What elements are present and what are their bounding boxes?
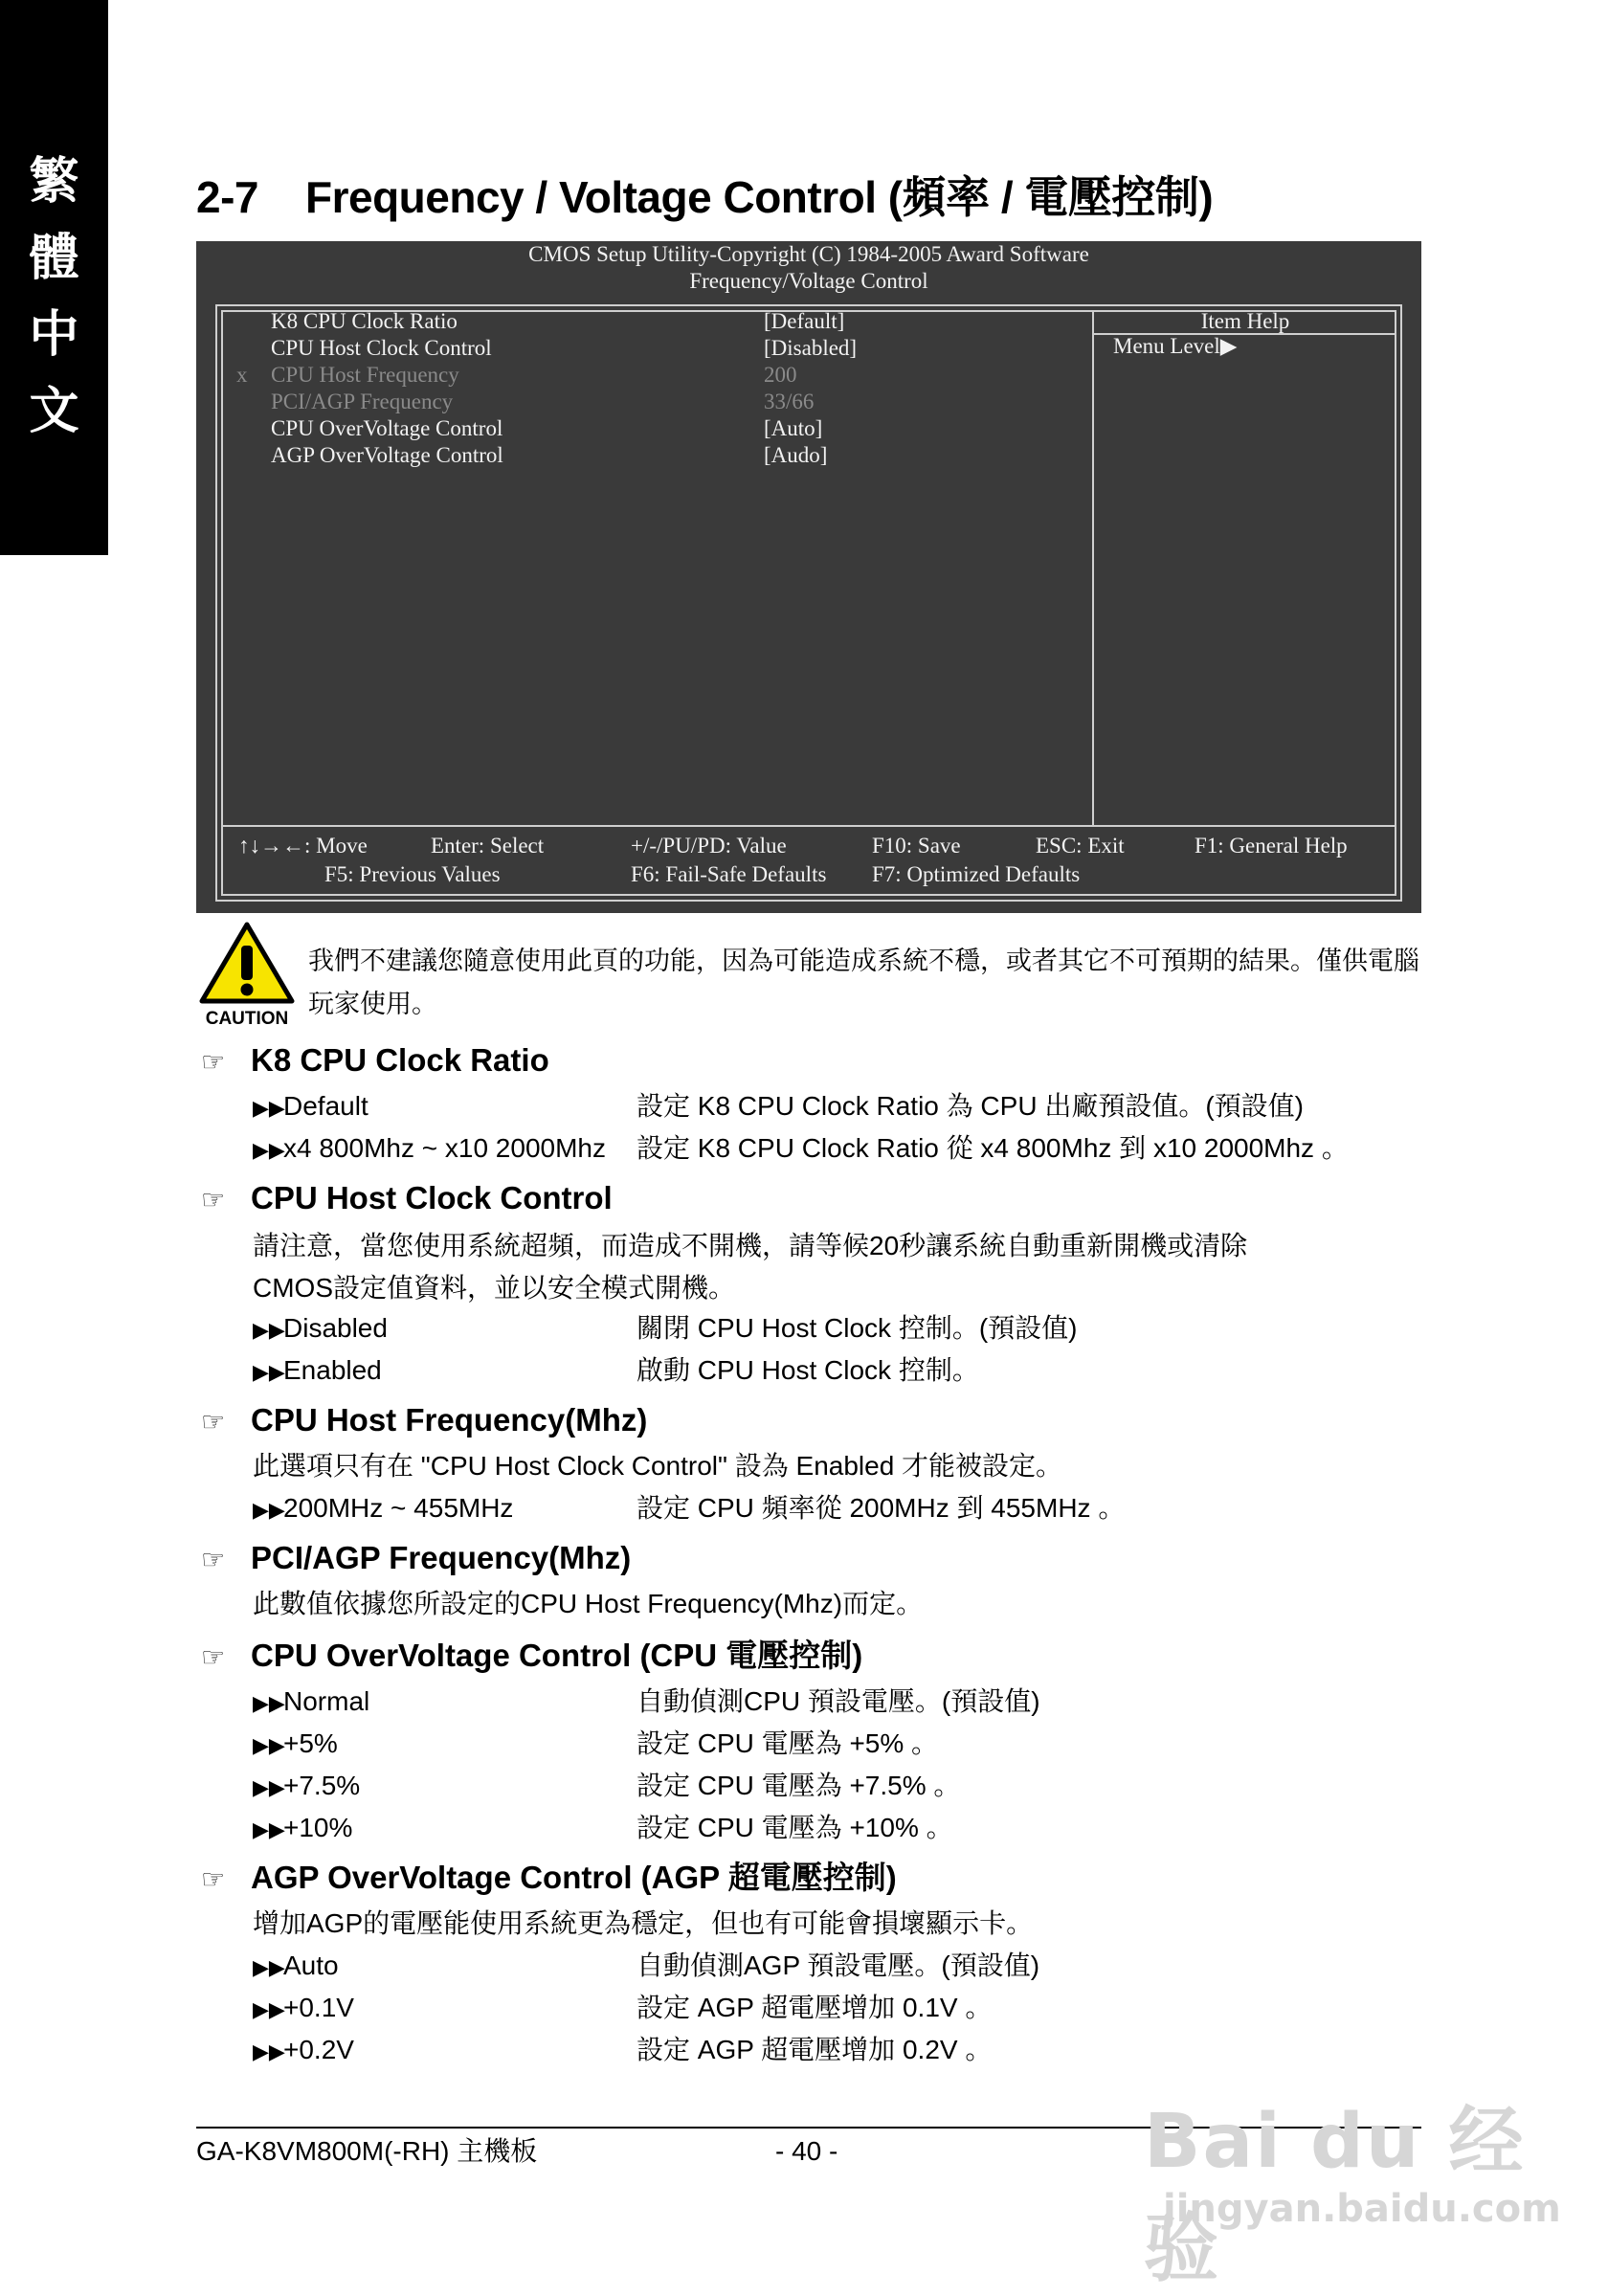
side-tab-char: 體 xyxy=(29,229,79,287)
bios-header-line2: Frequency/Voltage Control xyxy=(689,269,928,293)
bios-key-failsafe: F6: Fail-Safe Defaults xyxy=(631,862,827,886)
section-heading-text: PCI/AGP Frequency(Mhz) xyxy=(251,1540,632,1575)
bios-item-value: 33/66 xyxy=(764,390,815,413)
option-name: ▶▶+0.1V xyxy=(253,1989,354,2029)
bios-header-line1: CMOS Setup Utility-Copyright (C) 1984-2005 Award Software xyxy=(528,242,1089,266)
double-arrow-icon: ▶▶ xyxy=(253,1775,285,1799)
bios-screen xyxy=(196,241,1421,913)
side-tab-char: 中 xyxy=(29,305,79,364)
double-arrow-icon: ▶▶ xyxy=(253,1318,285,1342)
page-number: - 40 - xyxy=(775,2136,838,2166)
bios-item-label: CPU OverVoltage Control xyxy=(271,416,503,440)
bios-item-label: AGP OverVoltage Control xyxy=(271,443,503,467)
bios-item-label: PCI/AGP Frequency xyxy=(271,390,454,413)
bios-key-previous: F5: Previous Values xyxy=(324,862,501,886)
section-heading xyxy=(201,1539,631,1579)
double-arrow-icon: ▶▶ xyxy=(253,1733,285,1757)
paragraph: 請注意，當您使用系統超頻，而造成不開機，請等候20秒讓系統自動重新開機或清除 xyxy=(253,1231,1248,1260)
bios-item-label: K8 CPU Clock Ratio xyxy=(271,309,458,333)
section-heading-text: AGP OverVoltage Control (AGP 超電壓控制) xyxy=(251,1860,897,1895)
option-name: ▶▶Disabled xyxy=(253,1309,388,1349)
side-tab-char: 繁 xyxy=(29,152,79,211)
pointing-hand-icon: ☞ xyxy=(201,1185,226,1215)
pointing-hand-icon: ☞ xyxy=(201,1642,226,1672)
bios-item-value: 200 xyxy=(764,363,797,387)
side-language-tab xyxy=(0,0,108,555)
bios-menu-level: Menu Level▶ xyxy=(1113,334,1238,358)
section-heading xyxy=(201,1179,613,1219)
option-description: 啟動 CPU Host Clock 控制。 xyxy=(636,1355,979,1385)
paragraph: 增加AGP的電壓能使用系統更為穩定，但也有可能會損壞顯示卡。 xyxy=(253,1908,1034,1938)
bios-key-move: ↑↓→←: Move xyxy=(238,834,368,858)
bios-key-help: F1: General Help xyxy=(1195,834,1348,858)
bios-divider-vertical xyxy=(1092,310,1094,827)
double-arrow-icon: ▶▶ xyxy=(253,2040,285,2063)
double-arrow-icon: ▶▶ xyxy=(253,1498,285,1522)
pointing-hand-icon: ☞ xyxy=(201,1545,226,1574)
bios-item-value: [Default] xyxy=(764,309,845,333)
option-name: ▶▶+5% xyxy=(253,1725,338,1765)
option-description: 設定 AGP 超電壓增加 0.1V 。 xyxy=(636,1993,993,2022)
option-description: 設定 CPU 頻率從 200MHz 到 455MHz 。 xyxy=(636,1493,1126,1523)
pointing-hand-icon: ☞ xyxy=(201,1047,226,1077)
page-title xyxy=(196,163,1213,226)
bios-item-value: [Auto] xyxy=(764,416,823,440)
watermark xyxy=(1144,2082,1561,2292)
double-arrow-icon: ▶▶ xyxy=(253,1817,285,1841)
double-arrow-icon: ▶▶ xyxy=(253,1691,285,1715)
option-description: 關閉 CPU Host Clock 控制。(預設值) xyxy=(636,1313,1078,1343)
option-name: ▶▶Default xyxy=(253,1087,368,1127)
bios-key-value: +/-/PU/PD: Value xyxy=(631,834,787,858)
option-description: 設定 CPU 電壓為 +7.5% 。 xyxy=(636,1771,961,1800)
option-description: 設定 CPU 電壓為 +10% 。 xyxy=(636,1813,953,1842)
option-description: 設定 K8 CPU Clock Ratio 為 CPU 出廠預設值。(預設值) xyxy=(636,1091,1304,1121)
side-tab-char: 文 xyxy=(29,382,79,440)
double-arrow-icon: ▶▶ xyxy=(253,1360,285,1384)
caution-icon xyxy=(198,921,296,1028)
bios-divider-horizontal xyxy=(221,825,1396,827)
bios-key-optimized: F7: Optimized Defaults xyxy=(872,862,1081,886)
double-arrow-icon: ▶▶ xyxy=(253,1955,285,1979)
paragraph: 此選項只有在 "CPU Host Clock Control" 設為 Enabled 才能被設定。 xyxy=(253,1451,1063,1481)
option-name: ▶▶x4 800Mhz ~ x10 2000Mhz xyxy=(253,1129,606,1170)
bios-item-help-title: Item Help xyxy=(1200,309,1290,333)
double-arrow-icon: ▶▶ xyxy=(253,1138,285,1162)
bios-item-label: CPU Host Frequency xyxy=(271,363,459,387)
bios-key-exit: ESC: Exit xyxy=(1036,834,1125,858)
option-description: 設定 K8 CPU Clock Ratio 從 x4 800Mhz 到 x10 2000Mhz 。 xyxy=(636,1133,1349,1163)
section-heading xyxy=(201,1401,647,1441)
section-heading xyxy=(201,1637,862,1677)
section-heading xyxy=(201,1041,549,1081)
option-name: ▶▶+10% xyxy=(253,1809,352,1849)
watermark-logo: Bai du 经验 xyxy=(1144,2099,1526,2292)
caution-label: CAUTION xyxy=(205,1009,289,1028)
bios-key-save: F10: Save xyxy=(872,834,961,858)
option-name: ▶▶+7.5% xyxy=(253,1767,360,1807)
paragraph: 此數值依據您所設定的CPU Host Frequency(Mhz)而定。 xyxy=(253,1589,924,1618)
option-name: ▶▶Enabled xyxy=(253,1351,382,1392)
pointing-hand-icon: ☞ xyxy=(201,1864,226,1894)
section-heading-text: K8 CPU Clock Ratio xyxy=(251,1042,549,1078)
pointing-hand-icon: ☞ xyxy=(201,1407,226,1437)
section-heading-text: CPU Host Frequency(Mhz) xyxy=(251,1402,648,1438)
section-heading-text: CPU OverVoltage Control (CPU 電壓控制) xyxy=(251,1638,863,1673)
option-name: ▶▶+0.2V xyxy=(253,2031,354,2071)
section-heading xyxy=(201,1859,897,1899)
bios-item-marker: x xyxy=(236,363,248,387)
caution-text: 我們不建議您隨意使用此頁的功能，因為可能造成系統不穩，或者其它不可預期的結果。僅供電腦玩家使用。 xyxy=(308,947,1419,1019)
section-heading-text: CPU Host Clock Control xyxy=(251,1180,613,1215)
bios-item-value: [Disabled] xyxy=(764,336,858,360)
double-arrow-icon: ▶▶ xyxy=(253,1096,285,1120)
watermark-url: jingyan.baidu.com xyxy=(1163,2187,1561,2231)
bios-key-select: Enter: Select xyxy=(431,834,545,858)
option-description: 自動偵測AGP 預設電壓。(預設值) xyxy=(636,1950,1040,1980)
paragraph: CMOS設定值資料，並以安全模式開機。 xyxy=(253,1273,736,1303)
option-name: ▶▶200MHz ~ 455MHz xyxy=(253,1489,513,1529)
footer-model: GA-K8VM800M(-RH) 主機板 xyxy=(196,2136,538,2166)
bios-item-label: CPU Host Clock Control xyxy=(271,336,492,360)
option-description: 設定 CPU 電壓為 +5% 。 xyxy=(636,1728,939,1758)
option-name: ▶▶Normal xyxy=(253,1683,369,1723)
option-description: 自動偵測CPU 預設電壓。(預設值) xyxy=(636,1686,1040,1716)
double-arrow-icon: ▶▶ xyxy=(253,1997,285,2021)
section-title-text: Frequency / Voltage Control (頻率 / 電壓控制) xyxy=(305,172,1214,222)
bios-item-value: [Audo] xyxy=(764,443,828,467)
option-name: ▶▶Auto xyxy=(253,1947,339,1987)
option-description: 設定 AGP 超電壓增加 0.2V 。 xyxy=(636,2035,993,2064)
section-number: 2-7 xyxy=(196,172,258,222)
